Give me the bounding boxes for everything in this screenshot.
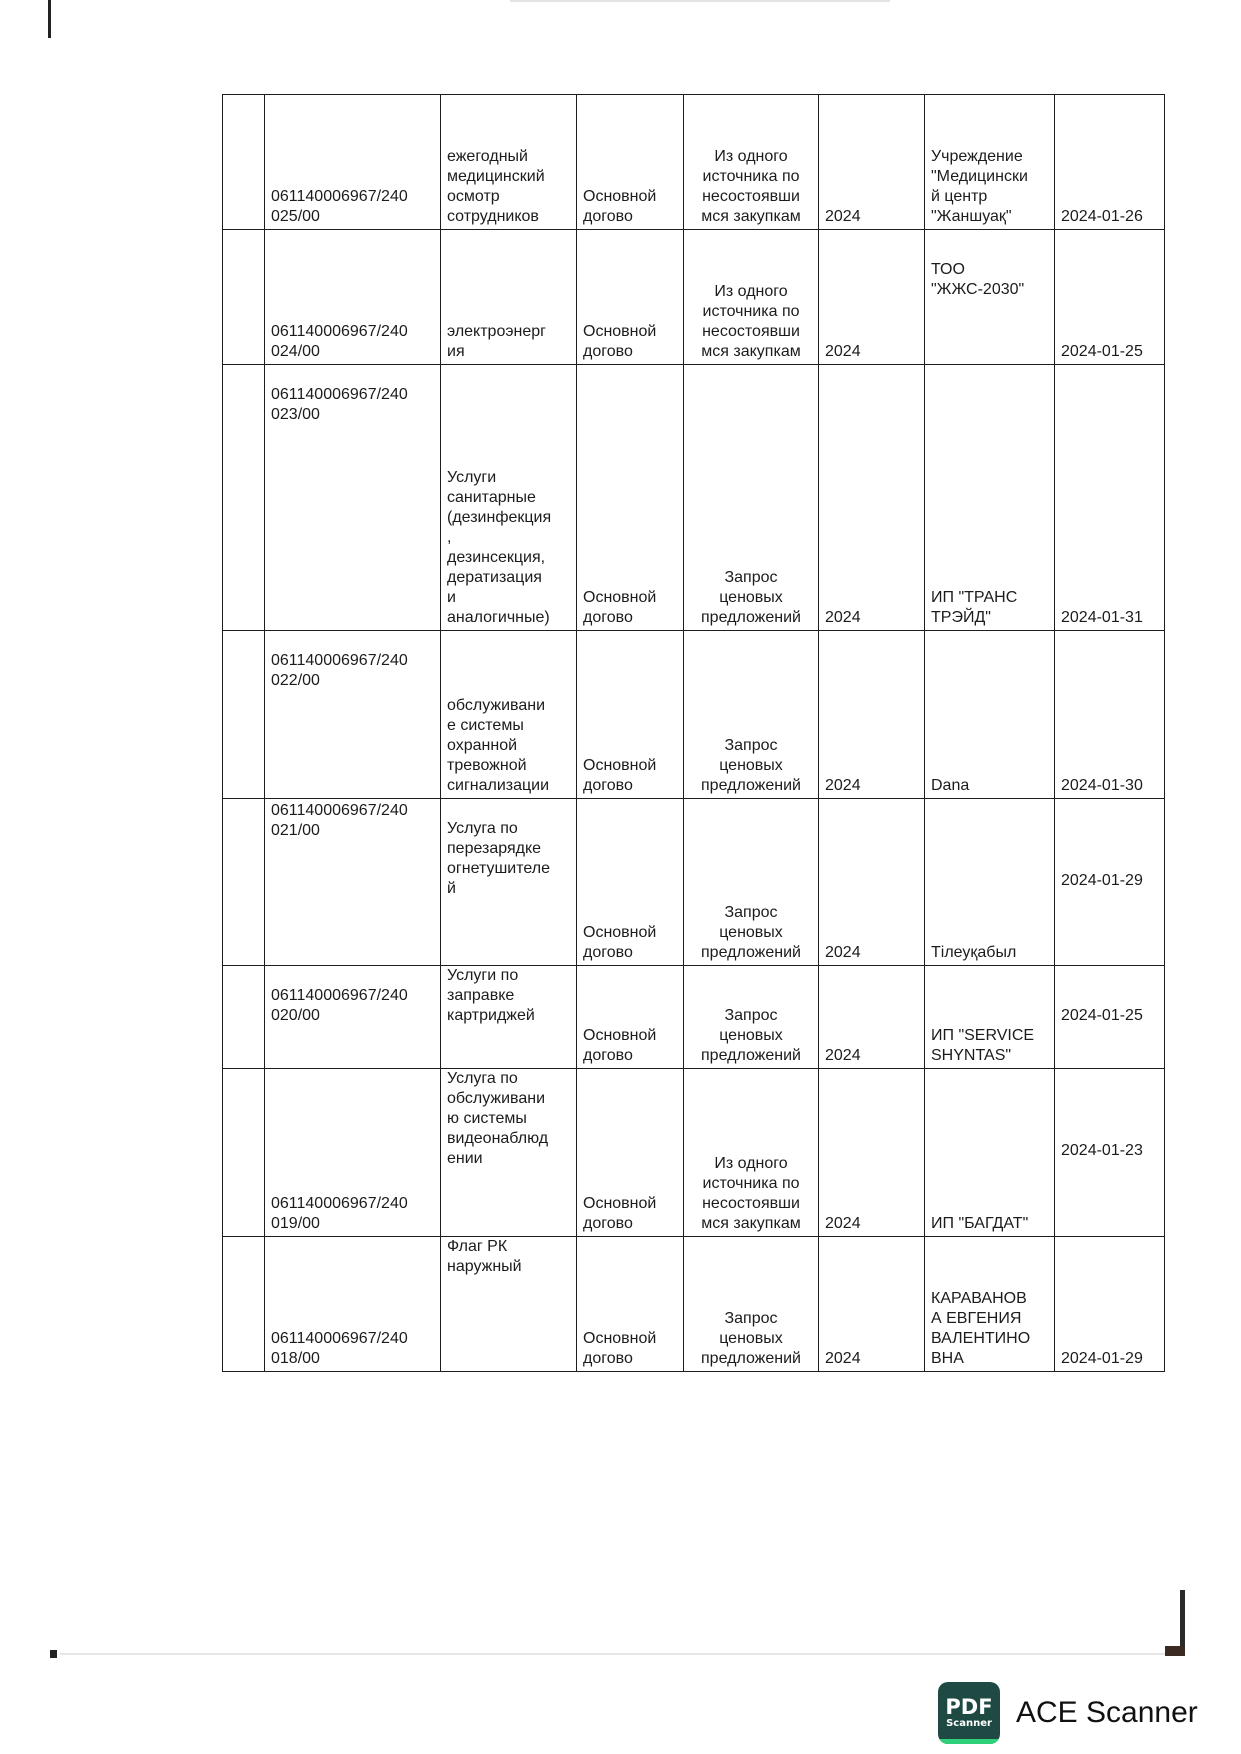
subject-cell: электроэнерг ия	[441, 230, 577, 365]
table-row	[223, 630, 1165, 798]
logo-line-scanner: Scanner	[946, 1718, 992, 1729]
scan-mark-top-left	[48, 0, 51, 38]
procurement-method-cell: Запрос ценовых предложений	[684, 365, 819, 630]
procurement-method-cell: Запрос ценовых предложений	[684, 630, 819, 798]
scan-edge-bottom	[60, 1653, 1170, 1655]
scan-mark-bottom-right-foot	[1165, 1646, 1185, 1656]
scan-mark-bottom-left	[50, 1650, 57, 1658]
date-cell: 2024-01-31	[1055, 365, 1165, 630]
row-index-cell	[223, 95, 265, 230]
pdf-scanner-logo-icon	[938, 1682, 1000, 1744]
row-index-cell	[223, 630, 265, 798]
contract-kind-cell: Основной догово	[577, 630, 684, 798]
contract-number-cell: 061140006967/240 025/00	[265, 95, 441, 230]
year-cell: 2024	[819, 1236, 925, 1371]
logo-accent-bar	[938, 1739, 1000, 1744]
contract-number-cell: 061140006967/240 024/00	[265, 230, 441, 365]
date-cell: 2024-01-30	[1055, 630, 1165, 798]
row-index-cell	[223, 1069, 265, 1237]
scanner-watermark	[938, 1682, 1198, 1744]
supplier-cell: КАРАВАНОВ А ЕВГЕНИЯ ВАЛЕНТИНО ВНА	[925, 1236, 1055, 1371]
contract-kind-cell: Основной догово	[577, 365, 684, 630]
table-row	[223, 365, 1165, 630]
subject-cell: Услуги по заправке картриджей	[441, 966, 577, 1069]
table-row	[223, 798, 1165, 966]
scan-edge-top	[510, 0, 890, 2]
year-cell: 2024	[819, 798, 925, 966]
year-cell: 2024	[819, 230, 925, 365]
year-cell: 2024	[819, 365, 925, 630]
procurement-method-cell: Из одного источника по несостоявши мся закупкам	[684, 95, 819, 230]
contract-number-cell: 061140006967/240 023/00	[265, 365, 441, 630]
row-index-cell	[223, 365, 265, 630]
subject-cell: ежегодный медицинский осмотр сотрудников	[441, 95, 577, 230]
table-row	[223, 230, 1165, 365]
contract-kind-cell: Основной догово	[577, 1236, 684, 1371]
procurement-method-cell: Из одного источника по несостоявши мся закупкам	[684, 230, 819, 365]
procurement-method-cell: Запрос ценовых предложений	[684, 1236, 819, 1371]
contract-kind-cell: Основной догово	[577, 230, 684, 365]
subject-cell: Услуга по перезарядке огнетушителе й	[441, 798, 577, 966]
subject-cell: Флаг РК наружный	[441, 1236, 577, 1371]
contract-kind-cell: Основной догово	[577, 1069, 684, 1237]
scanner-app-name: ACE Scanner	[1016, 1696, 1198, 1729]
row-index-cell	[223, 1236, 265, 1371]
contracts-table	[222, 94, 1165, 1372]
supplier-cell: ИП "ТРАНС ТРЭЙД"	[925, 365, 1055, 630]
supplier-cell: ИП "БАГДАТ"	[925, 1069, 1055, 1237]
contract-kind-cell: Основной догово	[577, 798, 684, 966]
date-cell: 2024-01-25	[1055, 230, 1165, 365]
table-row	[223, 1069, 1165, 1237]
procurement-method-cell: Запрос ценовых предложений	[684, 966, 819, 1069]
subject-cell: Услуга по обслуживани ю системы видеонаблюд ении	[441, 1069, 577, 1237]
supplier-cell: Dana	[925, 630, 1055, 798]
year-cell: 2024	[819, 966, 925, 1069]
date-cell: 2024-01-23	[1055, 1069, 1165, 1237]
supplier-cell: ТОО "ЖЖС-2030"	[925, 230, 1055, 365]
date-cell: 2024-01-29	[1055, 798, 1165, 966]
year-cell: 2024	[819, 95, 925, 230]
contract-kind-cell: Основной догово	[577, 95, 684, 230]
procurement-method-cell: Запрос ценовых предложений	[684, 798, 819, 966]
contract-number-cell: 061140006967/240 021/00	[265, 798, 441, 966]
subject-cell: обслуживани е системы охранной тревожной сигнализации	[441, 630, 577, 798]
table-row	[223, 966, 1165, 1069]
supplier-cell: Тілеуқабыл	[925, 798, 1055, 966]
table-row	[223, 95, 1165, 230]
year-cell: 2024	[819, 1069, 925, 1237]
date-cell: 2024-01-26	[1055, 95, 1165, 230]
subject-cell: Услуги санитарные (дезинфекция , дезинсекция, дератизация и аналогичные)	[441, 365, 577, 630]
year-cell: 2024	[819, 630, 925, 798]
procurement-method-cell: Из одного источника по несостоявши мся закупкам	[684, 1069, 819, 1237]
contract-kind-cell: Основной догово	[577, 966, 684, 1069]
row-index-cell	[223, 966, 265, 1069]
contract-number-cell: 061140006967/240 020/00	[265, 966, 441, 1069]
row-index-cell	[223, 230, 265, 365]
row-index-cell	[223, 798, 265, 966]
supplier-cell: ИП "SERVICE SHYNTAS"	[925, 966, 1055, 1069]
date-cell: 2024-01-25	[1055, 966, 1165, 1069]
supplier-cell: Учреждение "Медицински й центр "Жаншуақ"	[925, 95, 1055, 230]
contract-number-cell: 061140006967/240 022/00	[265, 630, 441, 798]
contract-number-cell: 061140006967/240 018/00	[265, 1236, 441, 1371]
table-row	[223, 1236, 1165, 1371]
contract-number-cell: 061140006967/240 019/00	[265, 1069, 441, 1237]
date-cell: 2024-01-29	[1055, 1236, 1165, 1371]
logo-line-pdf: PDF	[945, 1695, 993, 1719]
